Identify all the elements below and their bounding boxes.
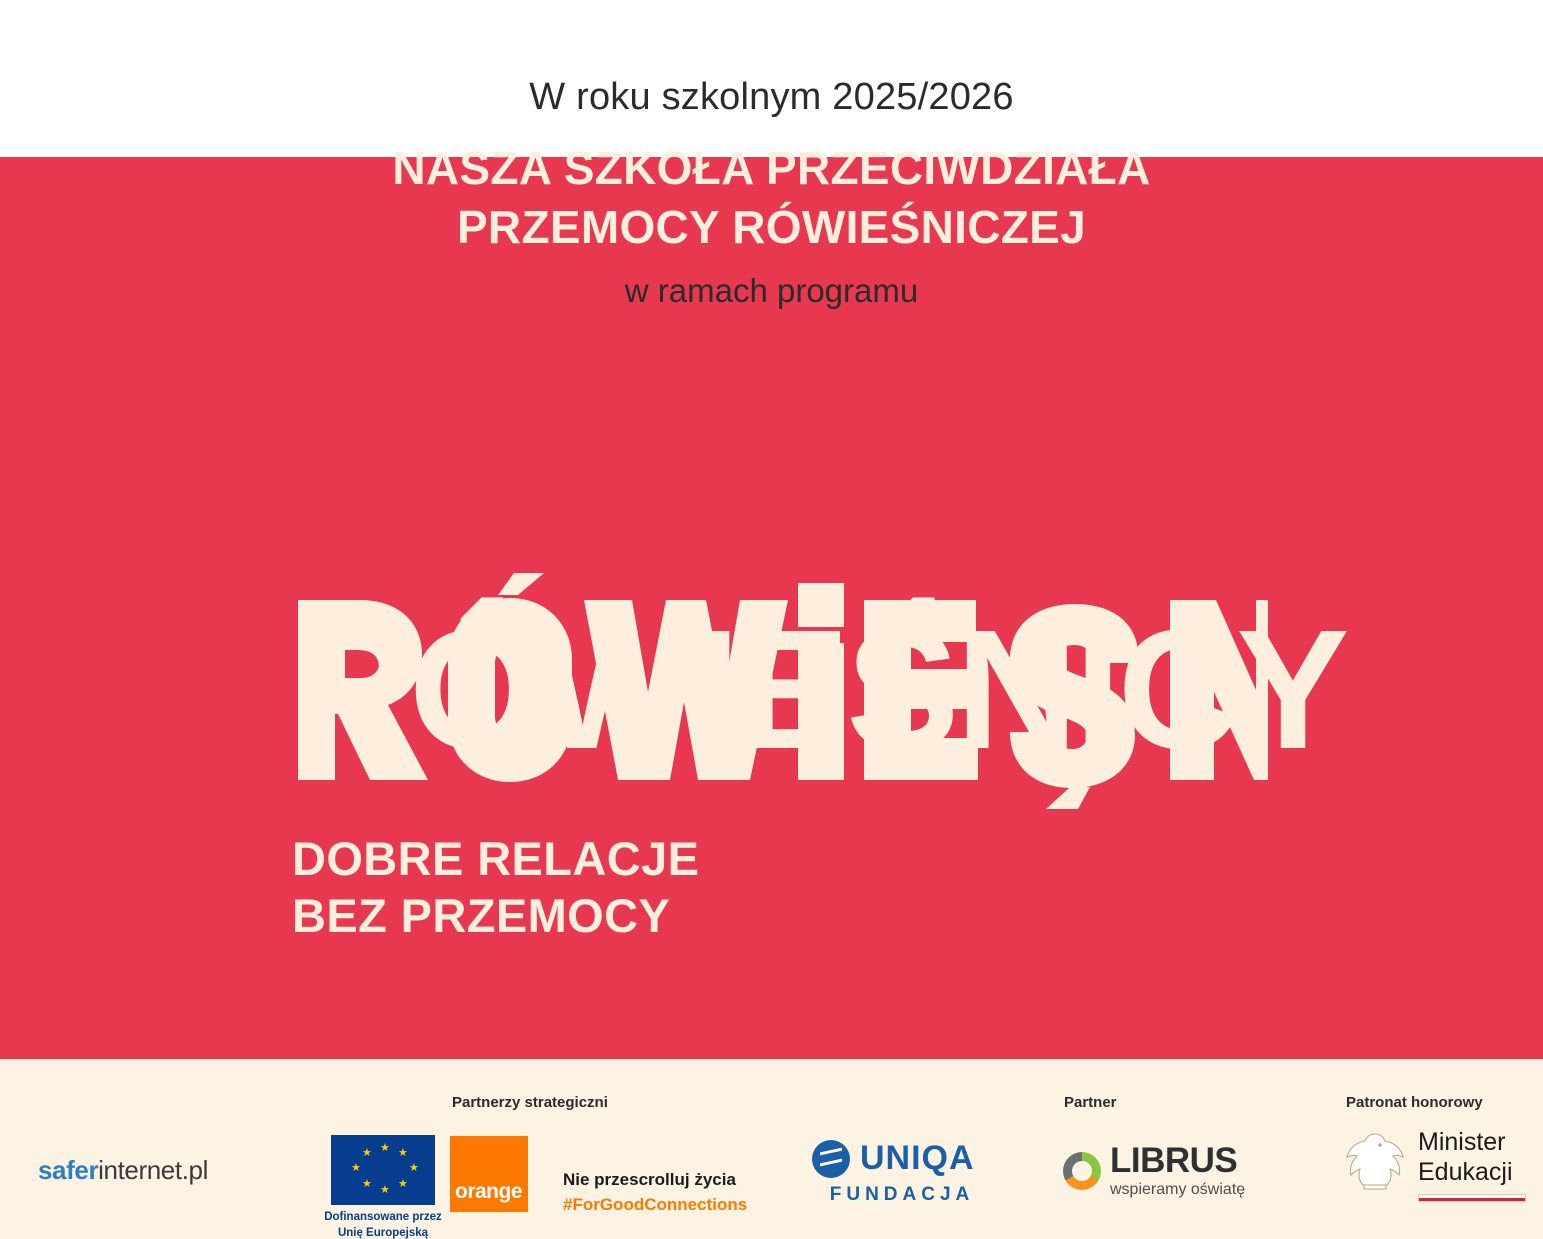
headline-main-line-2: PRZEMOCY RÓWIEŚNICZEJ — [456, 201, 1087, 254]
fdds-line-4: SIŁĘ — [146, 130, 181, 147]
polish-eagle-icon — [1344, 1129, 1406, 1201]
fdds-line-2: DAJEMY — [146, 92, 211, 109]
orange-claim — [563, 1168, 747, 1217]
label-honorary-patronage: Patronat honorowy — [1346, 1094, 1483, 1111]
uniqa-wordmark: UNIQA — [860, 1139, 975, 1177]
orange-claim-line-2: #ForGoodConnections — [563, 1194, 748, 1214]
safer-internet-part1: safer — [38, 1155, 99, 1185]
headline-main — [0, 139, 1543, 259]
tagline-line-2: BEZ PRZEMOCY — [292, 889, 671, 943]
label-partner: Partner — [1064, 1094, 1117, 1111]
headline-block — [0, 75, 1543, 310]
tagline-line-1: DOBRE RELACJE — [292, 832, 700, 885]
fdds-line-1: FUNDACJA — [146, 73, 231, 89]
headline-sub: w ramach programu — [624, 272, 919, 310]
school-year-line: W roku szkolnym 2025/2026 — [529, 76, 1014, 118]
librus-logo — [1063, 1143, 1245, 1199]
minister-line-1: Minister — [1418, 1128, 1506, 1156]
minister-text — [1418, 1128, 1526, 1187]
uniqa-foundation-logo — [812, 1139, 992, 1206]
eu-caption-line-2: Unię Europejską — [337, 1226, 429, 1239]
partner-bar — [0, 1059, 1543, 1239]
minister-of-education-logo — [1344, 1128, 1526, 1202]
program-wordmark-text: RÓWIEŚNICY — [290, 595, 1346, 785]
orange-claim-line-1: Nie przescrolluj życia — [563, 1170, 736, 1189]
label-strategic-partners: Partnerzy strategiczni — [452, 1094, 608, 1111]
safer-internet-logo — [38, 1155, 208, 1186]
program-tagline — [292, 830, 699, 945]
safer-internet-part2: internet.pl — [98, 1155, 208, 1185]
eu-caption-line-1: Dofinansowane przez — [324, 1211, 442, 1223]
librus-mark-icon — [1063, 1152, 1101, 1190]
eu-funding-caption — [288, 1210, 478, 1239]
orange-logo — [450, 1136, 528, 1212]
orange-wordmark: orange — [455, 1180, 523, 1203]
uniqa-sub-label: FUNDACJA — [829, 1184, 975, 1205]
headline-main-line-1: NASZA SZKOŁA PRZECIWDZIAŁA — [392, 141, 1151, 194]
librus-sub-label: wspieramy oświatę — [1110, 1181, 1246, 1198]
librus-wordmark: LIBRUS — [1110, 1141, 1238, 1180]
polish-flag-bar — [1418, 1194, 1526, 1202]
uniqa-mark-icon — [812, 1140, 850, 1178]
minister-line-2: Edukacji — [1418, 1157, 1513, 1186]
fdds-line-3: DZIECIOM — [146, 111, 222, 128]
eu-flag-icon: ★ ★ ★ ★ ★ ★ ★ ★ — [331, 1135, 435, 1205]
